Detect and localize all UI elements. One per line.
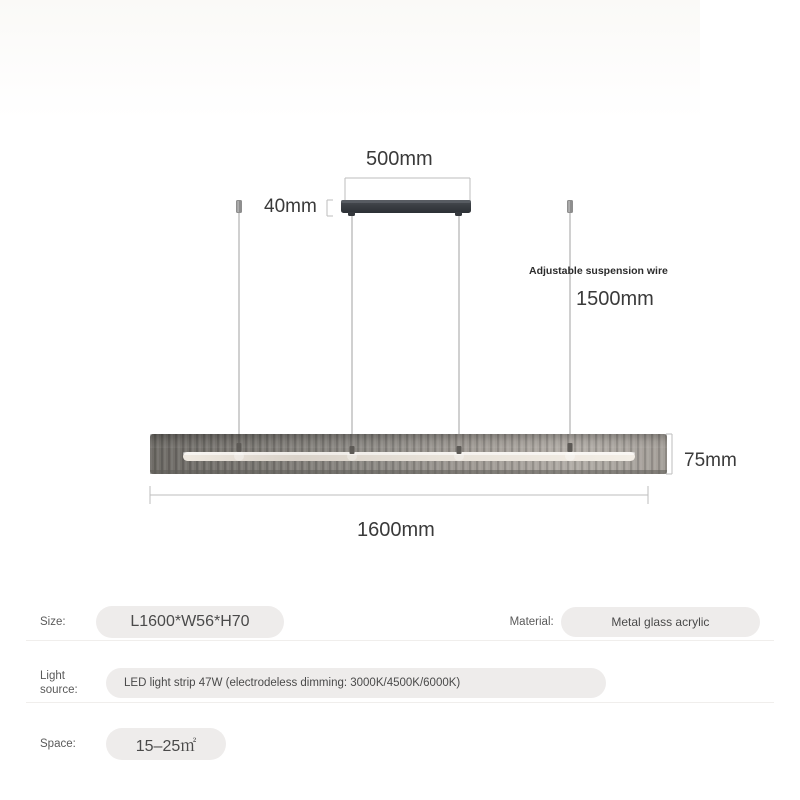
spec-divider-2 (26, 702, 774, 703)
ceiling-canopy (341, 200, 471, 216)
spec-row-light-source (40, 668, 760, 698)
spec-row-space (40, 728, 760, 760)
spec-row-size-material (40, 606, 760, 638)
dimension-label-wire-length: 1500mm (576, 288, 654, 310)
spec-key-light-source-line2: source: (40, 684, 78, 696)
spec-key-size: Size: (40, 615, 66, 628)
dimension-label-top-width: 500mm (366, 148, 433, 170)
wire-anchor-right (567, 200, 573, 213)
spec-value-light-source: LED light strip 47W (electrodeless dimming: 3000K/4500K/6000K) (106, 668, 606, 698)
spec-key-light-source (40, 669, 106, 698)
dimension-label-fixture-height: 75mm (684, 450, 737, 471)
dimension-label-fixture-length: 1600mm (357, 519, 435, 541)
specification-table (0, 578, 800, 800)
spec-value-space: 15–25㎡ (106, 728, 226, 760)
annotation-adjustable-wire: Adjustable suspension wire (529, 265, 668, 277)
linear-fixture-body (150, 434, 667, 474)
spec-divider-1 (26, 640, 774, 641)
dimension-label-canopy-thickness: 40mm (264, 196, 317, 217)
spec-value-size: L1600*W56*H70 (96, 606, 283, 638)
spec-value-material: Metal glass acrylic (561, 607, 760, 637)
spec-key-space: Space: (40, 737, 76, 750)
suspension-wires (239, 213, 570, 448)
spec-key-material: Material: (509, 616, 554, 628)
spec-key-light-source-line1: Light (40, 669, 65, 682)
wire-anchor-left (236, 200, 242, 213)
